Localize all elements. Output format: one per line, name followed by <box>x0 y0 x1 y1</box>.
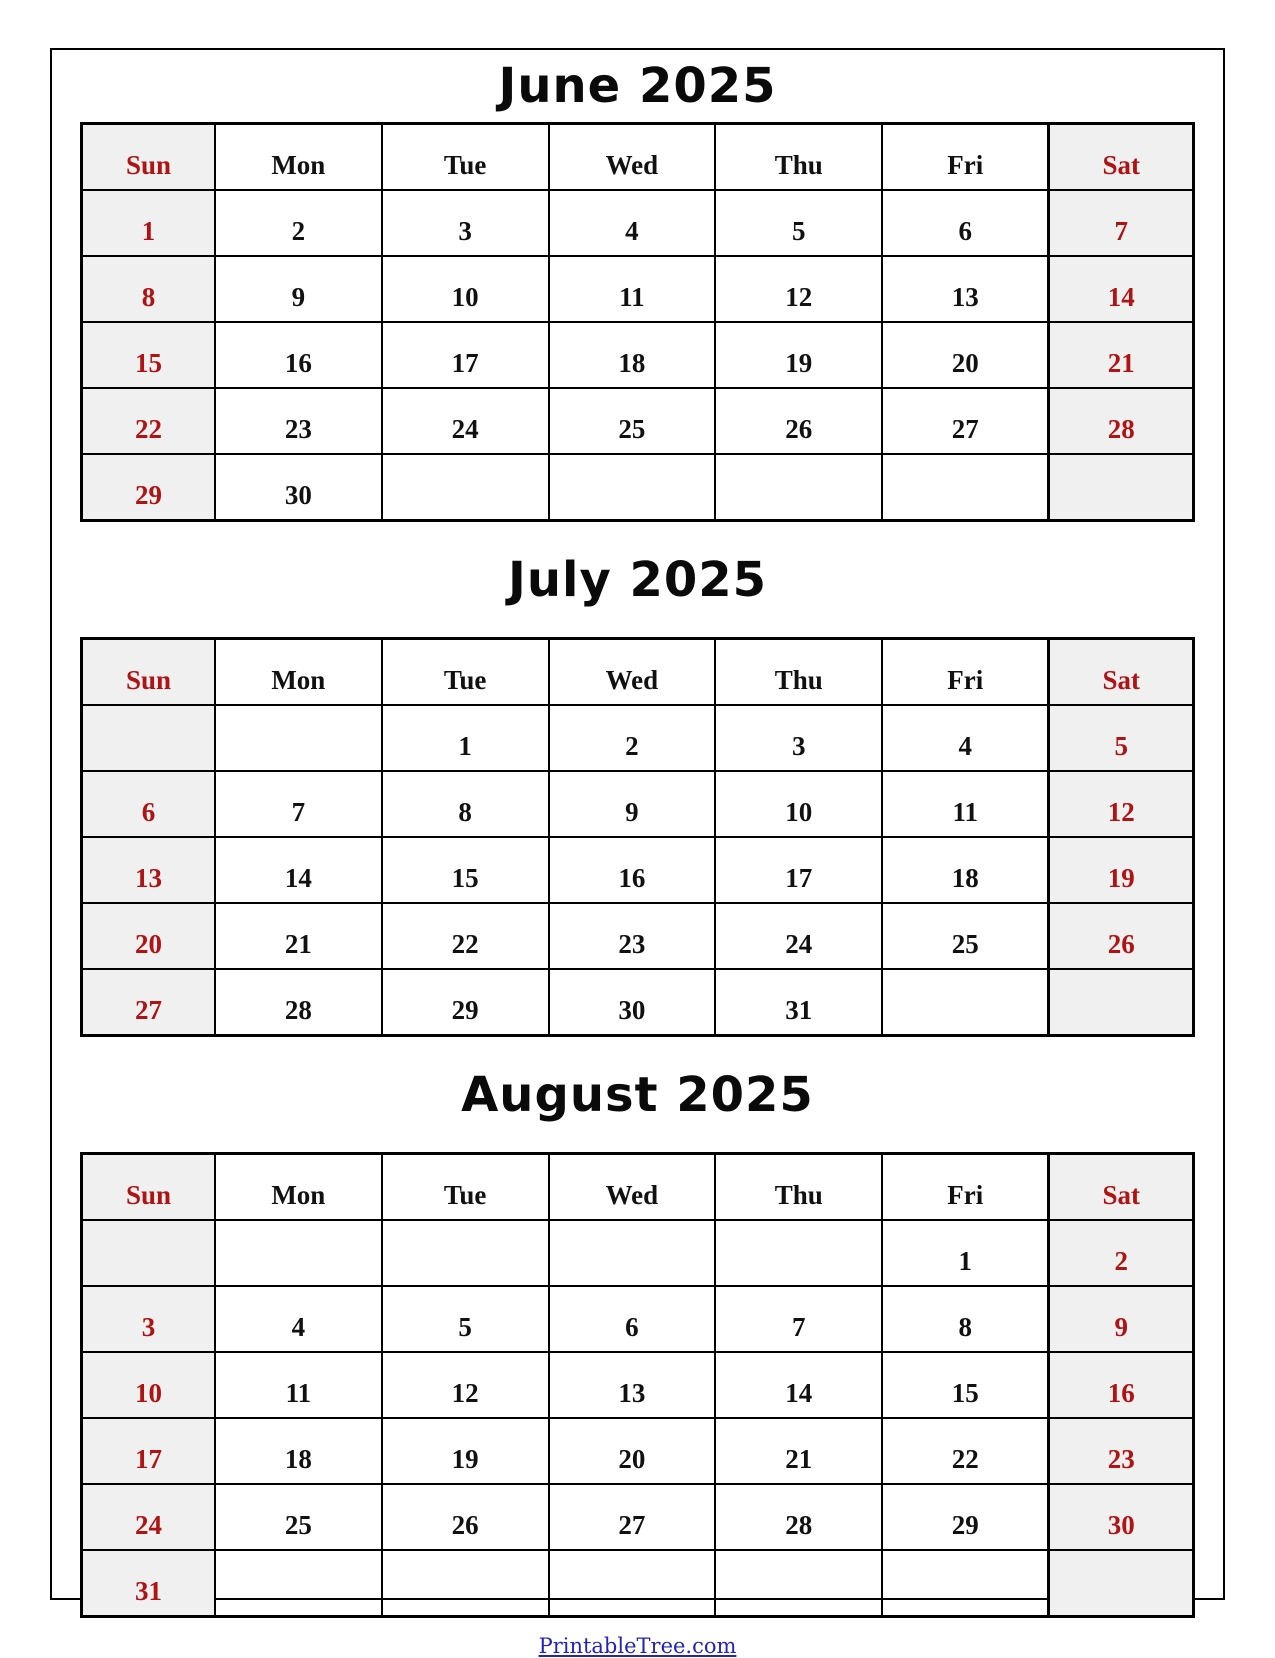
week-row <box>82 454 1194 521</box>
day-cell-15: 15 <box>382 837 549 903</box>
day-cell-29: 29 <box>882 1484 1049 1550</box>
day-cell-26: 26 <box>1049 903 1194 969</box>
weekday-label-sat: Sat <box>1049 124 1194 191</box>
day-cell-4: 4 <box>549 190 716 256</box>
day-cell-7: 7 <box>1049 190 1194 256</box>
day-cell-13: 13 <box>82 837 215 903</box>
day-cell-empty <box>1049 969 1194 1036</box>
day-cell-empty <box>882 1550 1049 1617</box>
day-cell-23: 23 <box>549 903 716 969</box>
day-cell-12: 12 <box>715 256 882 322</box>
day-cell-7: 7 <box>715 1286 882 1352</box>
day-cell-24: 24 <box>715 903 882 969</box>
day-cell-12: 12 <box>382 1352 549 1418</box>
day-cell-empty <box>882 969 1049 1036</box>
weekday-label-tue: Tue <box>382 124 549 191</box>
day-cell-29: 29 <box>382 969 549 1036</box>
weekday-label-fri: Fri <box>882 639 1049 706</box>
day-cell-28: 28 <box>215 969 382 1036</box>
day-cell-7: 7 <box>215 771 382 837</box>
day-cell-9: 9 <box>215 256 382 322</box>
day-cell-28: 28 <box>715 1484 882 1550</box>
day-cell-3: 3 <box>715 705 882 771</box>
day-cell-19: 19 <box>382 1418 549 1484</box>
day-cell-empty <box>82 705 215 771</box>
day-cell-21: 21 <box>1049 322 1194 388</box>
day-cell-11: 11 <box>215 1352 382 1418</box>
weekday-label-wed: Wed <box>549 124 716 191</box>
day-cell-11: 11 <box>549 256 716 322</box>
weekday-label-thu: Thu <box>715 1154 882 1221</box>
day-cell-14: 14 <box>1049 256 1194 322</box>
day-cell-12: 12 <box>1049 771 1194 837</box>
day-cell-26: 26 <box>715 388 882 454</box>
day-cell-8: 8 <box>382 771 549 837</box>
weekday-label-sat: Sat <box>1049 639 1194 706</box>
weekday-label-mon: Mon <box>215 1154 382 1221</box>
day-cell-14: 14 <box>715 1352 882 1418</box>
day-cell-empty <box>549 454 716 521</box>
week-row <box>82 388 1194 454</box>
month-title-june: June 2025 <box>498 58 777 114</box>
day-cell-empty <box>382 1550 549 1617</box>
day-cell-24: 24 <box>382 388 549 454</box>
week-row <box>82 1550 1194 1617</box>
day-cell-16: 16 <box>549 837 716 903</box>
week-row <box>82 1418 1194 1484</box>
weekday-label-sun: Sun <box>82 124 215 191</box>
calendar-table-july <box>80 637 1195 1037</box>
day-cell-1: 1 <box>382 705 549 771</box>
week-row <box>82 256 1194 322</box>
day-cell-21: 21 <box>215 903 382 969</box>
day-cell-27: 27 <box>82 969 215 1036</box>
day-cell-2: 2 <box>215 190 382 256</box>
weekday-header-row <box>82 124 1194 191</box>
day-cell-11: 11 <box>882 771 1049 837</box>
day-cell-empty <box>382 454 549 521</box>
day-cell-13: 13 <box>549 1352 716 1418</box>
day-cell-empty <box>215 1220 382 1286</box>
page-frame <box>50 48 1225 1658</box>
day-cell-23: 23 <box>1049 1418 1194 1484</box>
day-cell-2: 2 <box>1049 1220 1194 1286</box>
month-title-august: August 2025 <box>461 1067 814 1123</box>
weekday-label-tue: Tue <box>382 1154 549 1221</box>
day-cell-empty <box>1049 454 1194 521</box>
day-cell-25: 25 <box>549 388 716 454</box>
day-cell-empty <box>549 1220 716 1286</box>
week-row <box>82 190 1194 256</box>
day-cell-3: 3 <box>382 190 549 256</box>
month-section-july <box>80 544 1195 1037</box>
day-cell-30: 30 <box>215 454 382 521</box>
day-cell-10: 10 <box>82 1352 215 1418</box>
day-cell-empty <box>82 1220 215 1286</box>
day-cell-27: 27 <box>882 388 1049 454</box>
footer-link[interactable]: PrintableTree.com <box>538 1634 737 1658</box>
day-cell-25: 25 <box>215 1484 382 1550</box>
weekday-label-thu: Thu <box>715 639 882 706</box>
day-cell-30: 30 <box>549 969 716 1036</box>
day-cell-18: 18 <box>215 1418 382 1484</box>
weekday-label-mon: Mon <box>215 639 382 706</box>
day-cell-5: 5 <box>715 190 882 256</box>
weekday-header-row <box>82 1154 1194 1221</box>
day-cell-17: 17 <box>82 1418 215 1484</box>
weekday-label-fri: Fri <box>882 1154 1049 1221</box>
day-cell-24: 24 <box>82 1484 215 1550</box>
weekday-label-fri: Fri <box>882 124 1049 191</box>
week-row <box>82 1352 1194 1418</box>
day-cell-5: 5 <box>1049 705 1194 771</box>
day-cell-8: 8 <box>82 256 215 322</box>
day-cell-31: 31 <box>82 1550 215 1617</box>
week-row <box>82 771 1194 837</box>
day-cell-1: 1 <box>82 190 215 256</box>
day-cell-22: 22 <box>882 1418 1049 1484</box>
day-cell-empty <box>882 454 1049 521</box>
day-cell-9: 9 <box>1049 1286 1194 1352</box>
day-cell-empty <box>1049 1550 1194 1617</box>
week-row <box>82 705 1194 771</box>
day-cell-2: 2 <box>549 705 716 771</box>
day-cell-18: 18 <box>549 322 716 388</box>
day-cell-25: 25 <box>882 903 1049 969</box>
day-cell-empty <box>715 1550 882 1617</box>
day-cell-21: 21 <box>715 1418 882 1484</box>
day-cell-29: 29 <box>82 454 215 521</box>
day-cell-4: 4 <box>215 1286 382 1352</box>
day-cell-1: 1 <box>882 1220 1049 1286</box>
month-title-july: July 2025 <box>507 552 768 608</box>
day-cell-3: 3 <box>82 1286 215 1352</box>
week-row <box>82 1484 1194 1550</box>
weekday-label-wed: Wed <box>549 639 716 706</box>
day-cell-5: 5 <box>382 1286 549 1352</box>
month-section-august <box>80 1059 1195 1618</box>
day-cell-empty <box>715 1220 882 1286</box>
day-cell-17: 17 <box>382 322 549 388</box>
day-cell-26: 26 <box>382 1484 549 1550</box>
day-cell-14: 14 <box>215 837 382 903</box>
week-row <box>82 903 1194 969</box>
day-cell-30: 30 <box>1049 1484 1194 1550</box>
day-cell-8: 8 <box>882 1286 1049 1352</box>
day-cell-23: 23 <box>215 388 382 454</box>
weekday-label-tue: Tue <box>382 639 549 706</box>
day-cell-27: 27 <box>549 1484 716 1550</box>
day-cell-19: 19 <box>715 322 882 388</box>
week-row <box>82 1220 1194 1286</box>
day-cell-empty <box>215 705 382 771</box>
day-cell-22: 22 <box>82 388 215 454</box>
month-section-june <box>80 50 1195 522</box>
day-cell-19: 19 <box>1049 837 1194 903</box>
week-row <box>82 969 1194 1036</box>
day-cell-15: 15 <box>882 1352 1049 1418</box>
day-cell-9: 9 <box>549 771 716 837</box>
week-row <box>82 837 1194 903</box>
day-cell-16: 16 <box>215 322 382 388</box>
day-cell-28: 28 <box>1049 388 1194 454</box>
day-cell-20: 20 <box>82 903 215 969</box>
day-cell-6: 6 <box>549 1286 716 1352</box>
day-cell-6: 6 <box>82 771 215 837</box>
day-cell-10: 10 <box>382 256 549 322</box>
day-cell-31: 31 <box>715 969 882 1036</box>
day-cell-10: 10 <box>715 771 882 837</box>
day-cell-22: 22 <box>382 903 549 969</box>
day-cell-empty <box>715 454 882 521</box>
week-row <box>82 1286 1194 1352</box>
week-row <box>82 322 1194 388</box>
weekday-header-row <box>82 639 1194 706</box>
calendar-table-august <box>80 1152 1195 1618</box>
weekday-label-sun: Sun <box>82 639 215 706</box>
weekday-label-sat: Sat <box>1049 1154 1194 1221</box>
weekday-label-thu: Thu <box>715 124 882 191</box>
weekday-label-sun: Sun <box>82 1154 215 1221</box>
day-cell-20: 20 <box>549 1418 716 1484</box>
footer <box>52 1634 1223 1658</box>
day-cell-13: 13 <box>882 256 1049 322</box>
day-cell-6: 6 <box>882 190 1049 256</box>
day-cell-20: 20 <box>882 322 1049 388</box>
day-cell-16: 16 <box>1049 1352 1194 1418</box>
day-cell-empty <box>382 1220 549 1286</box>
weekday-label-mon: Mon <box>215 124 382 191</box>
day-cell-empty <box>215 1550 382 1617</box>
day-cell-15: 15 <box>82 322 215 388</box>
day-cell-18: 18 <box>882 837 1049 903</box>
day-cell-empty <box>549 1550 716 1617</box>
day-cell-17: 17 <box>715 837 882 903</box>
calendar-table-june <box>80 122 1195 522</box>
weekday-label-wed: Wed <box>549 1154 716 1221</box>
day-cell-4: 4 <box>882 705 1049 771</box>
